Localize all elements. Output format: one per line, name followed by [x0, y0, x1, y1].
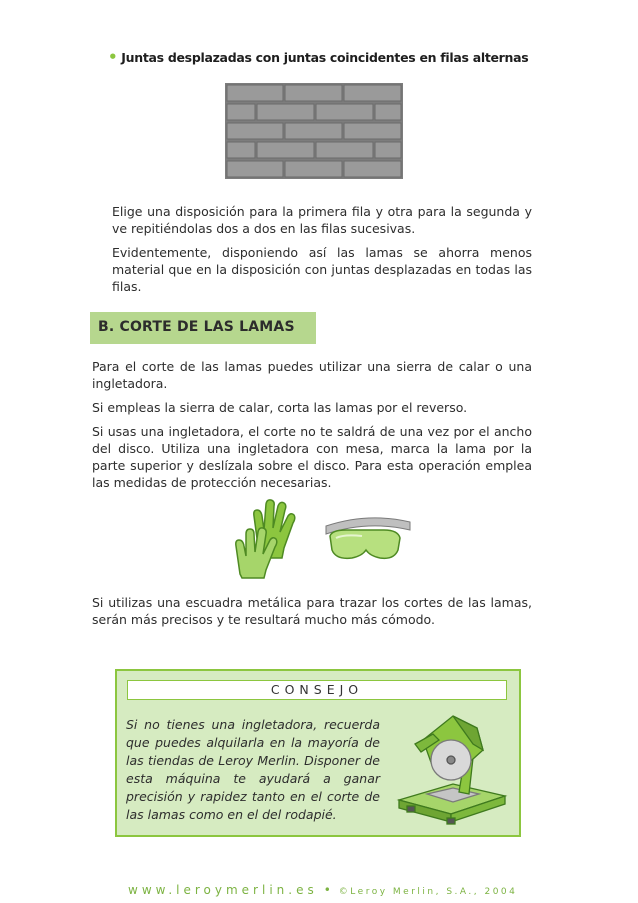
- layout-paragraph-1: Elige una disposición para la primera fila y otra para la segunda y ve repitiéndolas dos a dos en las filas sucesivas.: [112, 204, 532, 236]
- gloves-icon: [228, 496, 304, 580]
- layout-heading: [108, 48, 528, 66]
- cutting-paragraph-1: Para el corte de las lamas puedes utilizar una sierra de calar o una ingletadora.: [92, 359, 532, 391]
- cutting-paragraph-3: Si usas una ingletadora, el corte no te saldrá de una vez por el ancho del disco. Utiliza una ingletadora con mesa, marca la lama por la parte superior y deslízala sobre el disco. Para esta operación emplea las medidas de protección necesarias.: [92, 424, 532, 490]
- miter-saw-icon: [393, 710, 511, 828]
- square-tool-paragraph: Si utilizas una escuadra metálica para trazar los cortes de las lamas, serán más precisos y te resultará mucho más cómodo.: [92, 595, 532, 627]
- tip-title: CONSEJO: [127, 680, 507, 700]
- safety-goggles-icon: [322, 512, 414, 564]
- footer-copyright: ©Leroy Merlin, S.A., 2004: [338, 887, 518, 897]
- layout-heading-text: Juntas desplazadas con juntas coincidentes en filas alternas: [121, 50, 529, 65]
- cutting-paragraph-2: Si empleas la sierra de calar, corta las lamas por el reverso.: [92, 400, 468, 415]
- brick-pattern-illustration: [225, 83, 403, 179]
- layout-paragraph-2: Evidentemente, disponiendo así las lamas se ahorra menos material que en la disposición con juntas desplazadas en todas las filas.: [112, 245, 532, 294]
- footer-website: www.leroymerlin.es: [128, 883, 318, 897]
- page-footer: [128, 879, 517, 898]
- footer-separator: •: [323, 883, 331, 897]
- tip-text: Si no tienes una ingletadora, recuerda que puedes alquilarla en la mayoría de las tiendas de Leroy Merlin. Disponer de esta máquina te ayudará a ganar precisión y rapidez tanto en el corte de las lamas como en el del rodapié.: [126, 717, 380, 822]
- bullet-icon: •: [108, 48, 118, 66]
- section-title: B. CORTE DE LAS LAMAS: [90, 312, 316, 344]
